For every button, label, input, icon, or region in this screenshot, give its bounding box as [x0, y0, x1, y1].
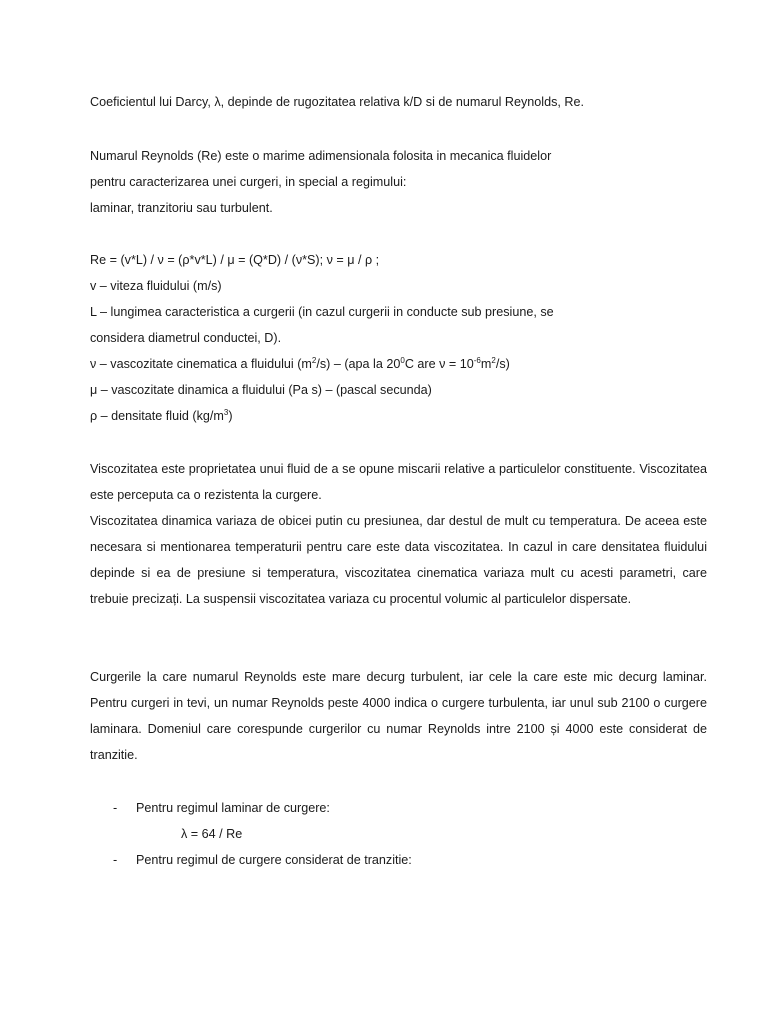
var-dynamic-viscosity: μ – vascozitate dinamica a fluidului (Pa s) – (pascal secunda) [90, 383, 432, 397]
viscosity-paragraph-1: Viscozitatea este proprietatea unui fluid de a se opune miscarii relative a particulelor constituente. Viscozitatea este perceputa ca o rezistenta la curgere. [90, 462, 707, 502]
bullet-transition: Pentru regimul de curgere considerat de tranzitie: [136, 853, 412, 867]
laminar-formula: λ = 64 / Re [181, 827, 243, 841]
reynolds-def-line-2: pentru caracterizarea unei curgeri, in special a regimului: [90, 175, 407, 189]
var-density: ρ – densitate fluid $(kg/m^3)$ [90, 408, 233, 423]
bullet-dash: - [113, 853, 118, 867]
var-length-line-2: considera diametrul conductei, D). [90, 331, 282, 345]
viscosity-paragraph-2: Viscozitatea dinamica variaza de obicei putin cu presiunea, dar destul de mult cu temperatura. De aceea este necesara si mentionarea temperaturii pentru care este data viscozitatea. In cazul in care densitatea fluidului depinde si ea de presiune si temperatura, viscozitatea cinematica variaza mult cu acesti parametri, care trebuie precizați. La suspensii viscozitatea variaza cu procentul volumic al particulelor dispersate. [90, 514, 707, 606]
reynolds-formula: Re = (v*L) / ν = (ρ*v*L) / μ = (Q*D) / (ν*S); ν = μ / ρ ; [90, 253, 380, 267]
reynolds-def-line-3: laminar, tranzitoriu sau turbulent. [90, 201, 273, 215]
flow-regime-paragraph: Curgerile la care numarul Reynolds este mare decurg turbulent, iar cele la care este mic decurg laminar. Pentru curgeri in tevi, un numar Reynolds peste 4000 indica o curgere turbulenta, iar unul sub 2100 o curgere laminara. Domeniul care corespunde curgerilor cu numar Reynolds intre 2100 și 4000 este considerat de tranzitie. [90, 670, 707, 762]
var-velocity: v – viteza fluidului (m/s) [90, 279, 222, 293]
bullet-laminar: Pentru regimul laminar de curgere: [136, 801, 330, 815]
var-length-line-1: L – lungimea caracteristica a curgerii (in cazul curgerii in conducte sub presiune, se [90, 305, 554, 319]
reynolds-def-line-1: Numarul Reynolds (Re) este o marime adimensionala folosita in mecanica fluidelor [90, 149, 552, 163]
bullet-dash: - [113, 801, 118, 815]
var-kinematic-viscosity: ν – vascozitate cinematica a fluidului $(m^2/s) - (apa$ la $20^0C$ are $\nu = 10^{-6}m^2/s$) [90, 356, 510, 371]
intro-sentence: Coeficientul lui Darcy, λ, depinde de rugozitatea relativa k/D si de numarul Reynolds, Re. [90, 95, 584, 109]
